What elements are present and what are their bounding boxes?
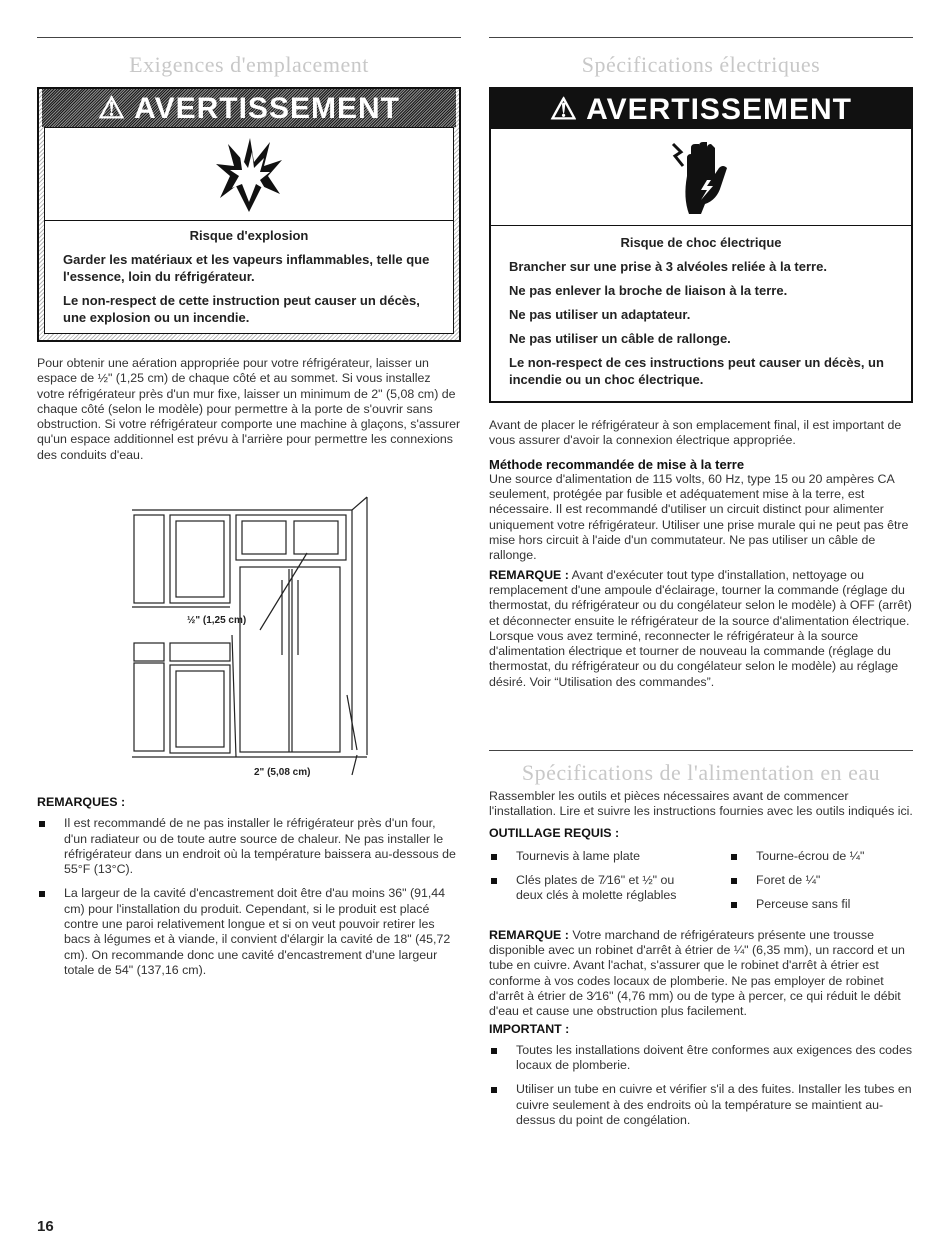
electrical-intro: Avant de placer le réfrigérateur à son emplacement final, il est important de vous assurer d'avoir la connexion électrique appropriée. [489,418,902,448]
warning-line: Ne pas utiliser un câble de rallonge. [509,331,731,346]
important-title: IMPORTANT : [489,1021,570,1036]
electric-shock-hand-icon [491,129,911,226]
warning-consequence: Le non-respect de cette instruction peut causer un décès, une explosion ou un incendie. [63,293,420,325]
clearance-figure [132,495,402,785]
list-item: Utiliser un tube en cuivre et vérifier s'il a des fuites. Installer les tubes en cuivre seulement à des endroits où la température se maintient au-dessus du point de congélation. [489,1082,913,1128]
tools-title: OUTILLAGE REQUIS : [489,825,620,840]
warning-line: Brancher sur une prise à 3 alvéoles reliée à la terre. [509,259,827,274]
remarques-title: REMARQUES : [37,795,126,809]
warning-title: Risque d'explosion [189,228,309,243]
remarque-label: REMARQUE : [489,567,569,582]
top-rule [489,37,913,38]
warning-banner: ⚠ AVERTISSEMENT [42,89,456,127]
warning-consequence: Le non-respect de ces instructions peut causer un décès, un incendie ou un choc électrique. [509,355,884,387]
tools-list-left [489,849,729,922]
method-title: Méthode recommandée de mise à la terre [489,456,745,472]
list-item: Foret de ¼" [729,873,913,888]
list-item: Il est recommandé de ne pas installer le réfrigérateur près d'un four, d'un radiateur ou de toute autre source de chaleur. Ne pas installer le réfrigérateur dans un endroit où la température baissera au-dessous de 55°F (13°C). [37,816,461,877]
warning-banner: ⚠ AVERTISSEMENT [491,89,911,129]
warning-box-electric [489,87,913,403]
list-item: La largeur de la cavité d'encastrement doit être d'au moins 36" (91,44 cm) pour l'installation du produit. Cependant, si le produit est placé contre une paroi relativement longue et si on veut pouvoir retirer les bacs à légumes et à viande, il convient d'élargir la cavité de 18" (45,72 cm). On recommande donc une cavité d'encastrement d'une largeur totale de 54" (137,16 cm). [37,886,461,978]
list-item: Clés plates de 7⁄16" et ½" ou deux clés à molette réglables [489,873,729,904]
water-intro: Rassembler les outils et pièces nécessaires avant de commencer l'installation. Lire et suivre les instructions fournies avec les outils indiqués ici. [489,789,913,819]
clearance-label-two-inch: 2" (5,08 cm) [254,767,311,778]
remarque-label: REMARQUE : [489,927,569,942]
section-title-emplacement: Exigences d'emplacement [129,52,369,77]
top-rule [37,37,461,38]
remarque-paragraph: Avant d'exécuter tout type d'installation, nettoyage ou remplacement d'une ampoule d'éclairage, tourner la commande (réglage du thermostat, du réfrigérateur ou du congélateur selon le modèle) à OFF (arrêt) et déconnecter ensuite le réfrigérateur de la source d'alimentation électrique. Lorsque vous avez terminé, reconnecter le réfrigérateur à la source d'alimentation électrique et tourner de nouveau la commande (réglage du thermostat, du réfrigérateur ou du congélateur selon le modèle) au réglage désiré. Voir “Utilisation des commandes”. [489,567,912,689]
list-item: Tournevis à lame plate [489,849,729,864]
warning-line: Ne pas enlever la broche de liaison à la terre. [509,283,788,298]
remarque-paragraph: Votre marchand de réfrigérateurs présente une trousse disponible avec un robinet d'arrêt à étrier de ¼" (6,35 mm), un raccord et un tube en cuivre. Avant l'achat, s'assurer que le robinet d'arrêt à étrier est conforme à vos codes locaux de plomberie. Ne pas employer de robinet d'arrêt à étrier de 3⁄16" (4,76 mm) ou de type à percer, ce qui réduit le débit d'eau et cause une obstruction plus facilement. [489,927,905,1019]
section-rule [489,750,913,751]
list-item: Tourne-écrou de ¼" [729,849,913,864]
clearance-label-half-inch: ½" (1,25 cm) [187,615,247,626]
section-title-water: Spécifications de l'alimentation en eau [521,760,881,785]
list-item: Perceuse sans fil [729,897,913,912]
warning-line: Garder les matériaux et les vapeurs inflammables, telle que l'essence, loin du réfrigérateur. [63,252,430,284]
method-paragraph: Une source d'alimentation de 115 volts, 60 Hz, type 15 ou 20 ampères CA seulement, protégée par fusible et adéquatement mise à la terre, est nécessaire. Il est recommandé d'utiliser un circuit distinct pour alimenter uniquement votre réfrigérateur. Utiliser une prise murale qui ne peut pas être mise hors circuit à l'aide d'un commutateur. Ne pas utiliser un câble de rallonge. [489,471,909,563]
warning-title: Risque de choc électrique [620,235,782,250]
page-number: 16 [37,1218,54,1235]
warning-box-explosion [37,87,461,342]
list-item: Toutes les installations doivent être conformes aux exigences des codes locaux de plomberie. [489,1043,913,1074]
section-title-electrical: Spécifications électriques [581,52,821,77]
warning-line: Ne pas utiliser un adaptateur. [509,307,691,322]
intro-paragraph: Pour obtenir une aération appropriée pour votre réfrigérateur, laisser un espace de ½" (1,25 cm) de chaque côté et au sommet. Si vous installez votre réfrigérateur près d'un mur fixe, laisser un minimum de 2" (5,08 cm) de chaque côté (selon le modèle) pour permettre à la porte de s'ouvrir sans obstruction. Si votre réfrigérateur comporte une machine à glaçons, s'assurer qu'un espace additionnel est prévu à l'arrière pour permettre les connexions des conduits d'eau. [37,356,461,462]
explosion-icon [45,128,453,221]
tools-list-right [729,849,913,922]
